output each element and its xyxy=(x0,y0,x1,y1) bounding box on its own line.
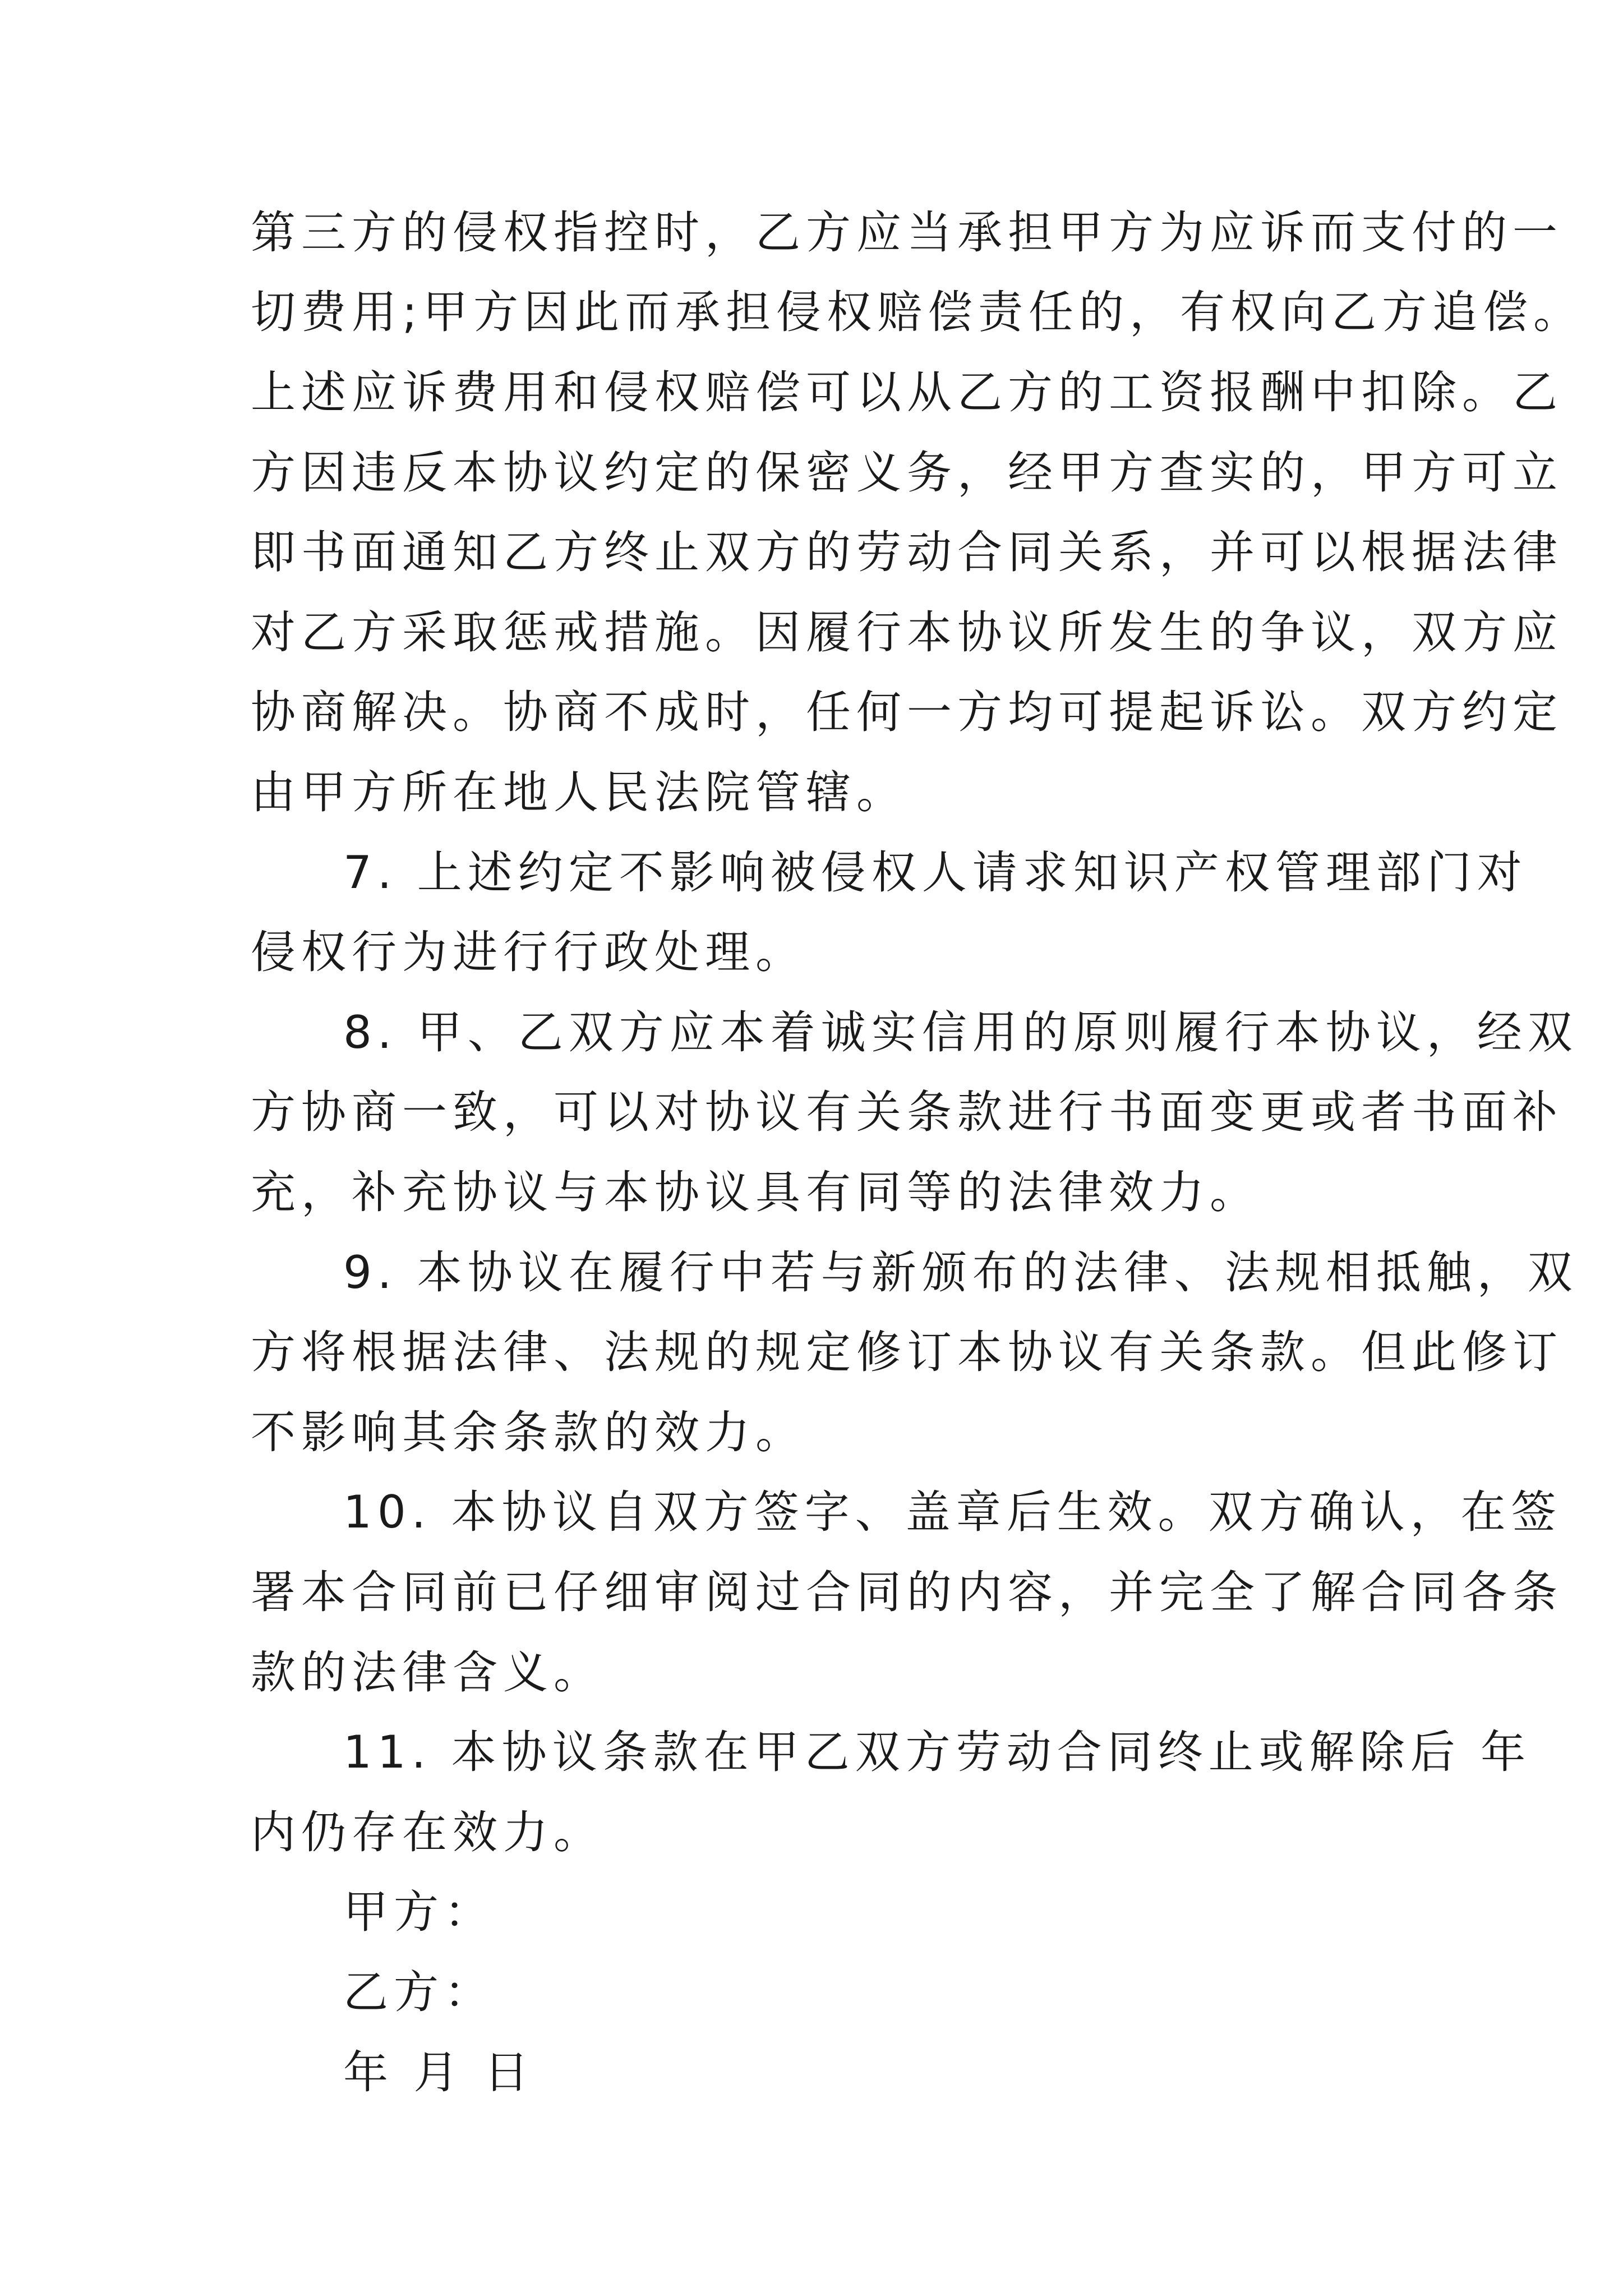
clause-10-line: 10. 本协议自双方签字、盖章后生效。双方确认，在签 xyxy=(343,1486,1562,1538)
clause-8-line: 8. 甲、乙双方应本着诚实信用的原则履行本协议，经双 xyxy=(343,1006,1578,1059)
text-line: 署本合同前已仔细审阅过合同的内容，并完全了解合同各条 xyxy=(251,1566,1563,1618)
clause-9-line: 9. 本协议在履行中若与新颁布的法律、法规相抵触，双 xyxy=(343,1246,1578,1299)
clause-7-line: 7. 上述约定不影响被侵权人请求知识产权管理部门对 xyxy=(343,846,1528,899)
text-line: 充，补充协议与本协议具有同等的法律效力。 xyxy=(251,1166,1260,1218)
text-line: 方因违反本协议约定的保密义务，经甲方查实的，甲方可立 xyxy=(251,447,1563,499)
text-line: 协商解决。协商不成时，任何一方均可提起诉讼。双方约定 xyxy=(251,686,1563,738)
party-a-signature-label: 甲方： xyxy=(343,1886,495,1938)
text-line: 不影响其余条款的效力。 xyxy=(251,1406,806,1458)
text-line: 款的法律含义。 xyxy=(251,1646,604,1699)
text-line: 侵权行为进行行政处理。 xyxy=(251,926,806,978)
text-line: 第三方的侵权指控时，乙方应当承担甲方为应诉而支付的一 xyxy=(251,206,1563,259)
text-line: 即书面通知乙方终止双方的劳动合同关系，并可以根据法律 xyxy=(251,526,1563,578)
text-line: 切费用;甲方因此而承担侵权赔偿责任的，有权向乙方追偿。 xyxy=(251,286,1584,338)
text-line: 由甲方所在地人民法院管辖。 xyxy=(251,766,907,818)
text-line: 对乙方采取惩戒措施。因履行本协议所发生的争议，双方应 xyxy=(251,606,1563,659)
text-line: 方协商一致，可以对协议有关条款进行书面变更或者书面补 xyxy=(251,1086,1563,1138)
text-line: 方将根据法律、法规的规定修订本协议有关条款。但此修订 xyxy=(251,1326,1563,1378)
signature-date-label: 年 月 日 xyxy=(343,2046,534,2099)
clause-11-line: 11. 本协议条款在甲乙双方劳动合同终止或解除后 年 xyxy=(343,1726,1532,1778)
text-line: 上述应诉费用和侵权赔偿可以从乙方的工资报酬中扣除。乙 xyxy=(251,366,1563,418)
party-b-signature-label: 乙方： xyxy=(343,1966,495,2018)
text-line: 内仍存在效力。 xyxy=(251,1806,604,1858)
